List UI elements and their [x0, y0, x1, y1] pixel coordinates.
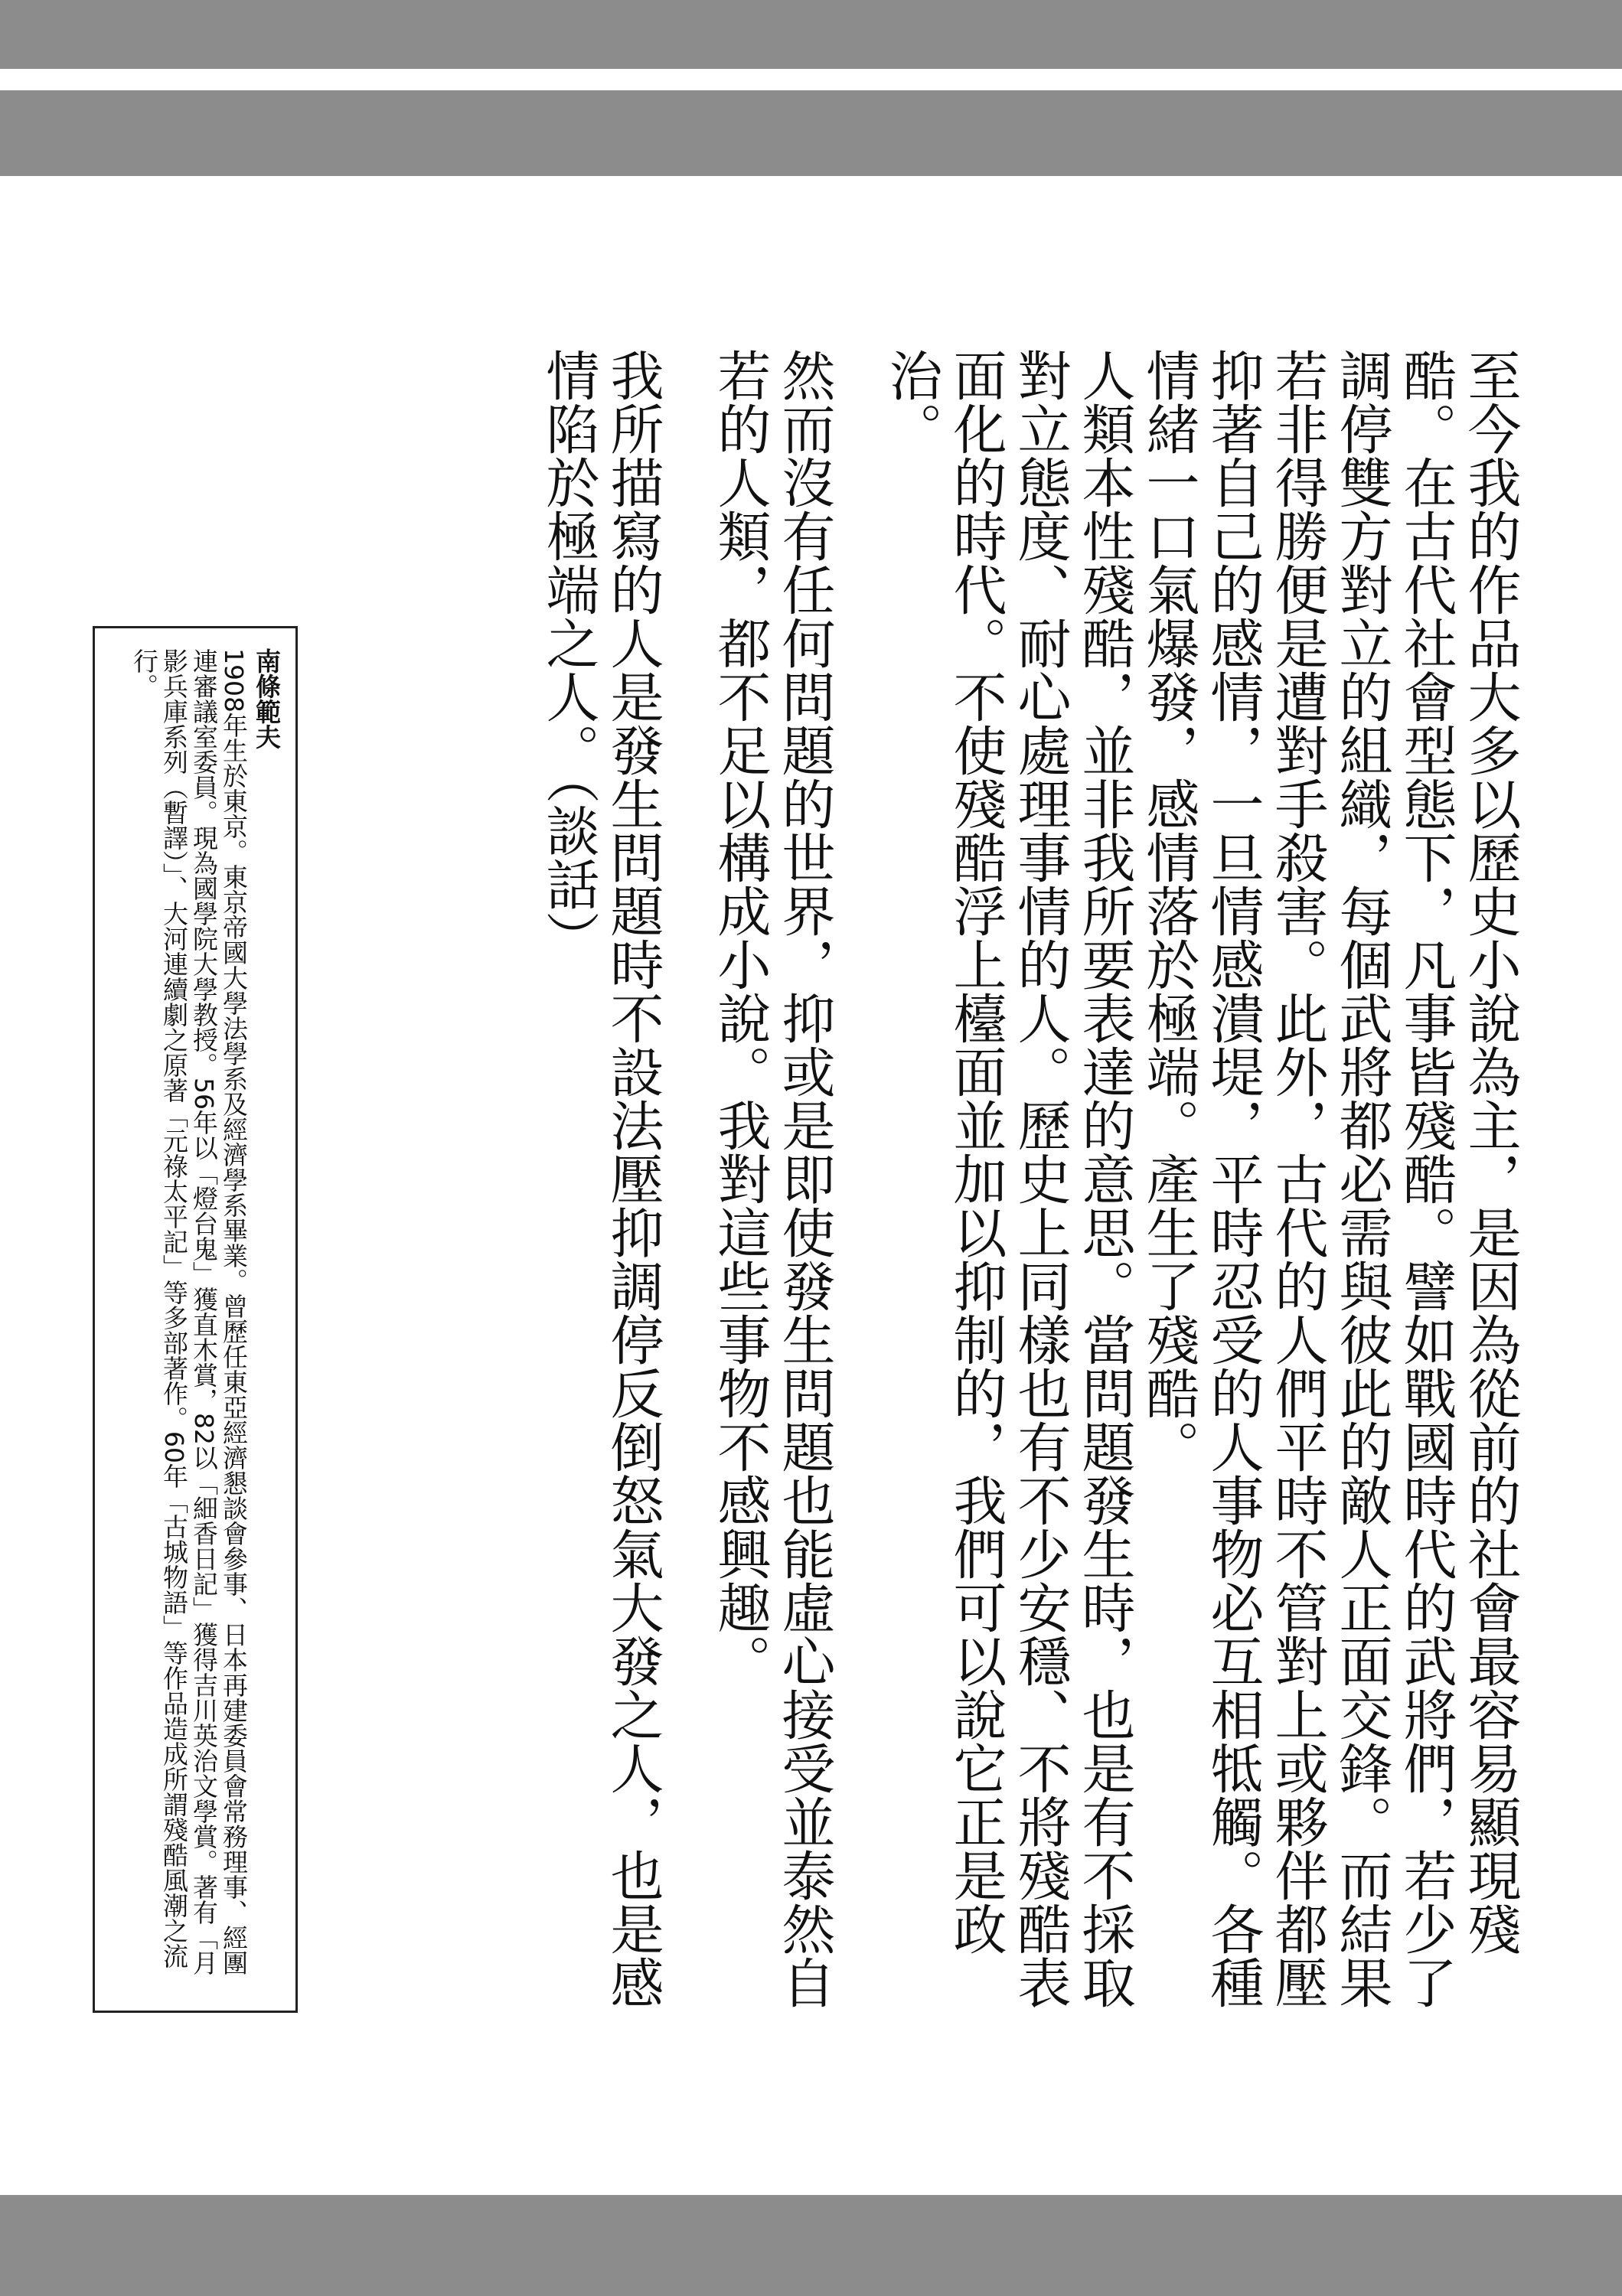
header-gray-band: [0, 90, 1622, 176]
footer-gray-band: [0, 2195, 1622, 2296]
top-gray-band: [0, 0, 1622, 69]
author-bio: [106, 648, 282, 1995]
essay-paragraph-4: 我所描寫的人是發生問題時不設法壓抑調停反倒怒氣大發之人，也是感情陷於極端之人。（談話）: [537, 348, 664, 2009]
author-bio-box: [93, 626, 298, 2013]
author-name: 南條範夫: [252, 648, 282, 749]
author-bio-text: 1908年生於東京。東京帝國大學法學系及經濟學系畢業。曾歷任東亞經濟懇談會參事、日本再建委員會常務理事、經團連審議室委員。現為國學院大學教授。56年以「燈台鬼」獲直木賞，82以「細香日記」獲得吉川英治文學賞。著有「月影兵庫系列（暫譯）」、大河連續劇之原著「元祿太平記」等多部著作。60年「古城物語」等作品造成所謂殘酷風潮之流行。: [129, 648, 249, 1975]
essay-paragraph-2: 人類本性殘酷，並非我所要表達的意思。當問題發生時，也是有不採取對立態度、耐心處理事情的人。歷史上同樣也有不少安穩、不將殘酷表面化的時代。不使殘酷浮上檯面並加以抑制的，我們可以說它正是政治。: [880, 348, 1136, 2009]
essay-paragraph-1: 至今我的作品大多以歷史小說為主，是因為從前的社會最容易顯現殘酷。在古代社會型態下，凡事皆殘酷。譬如戰國時代的武將們，若少了調停雙方對立的組織，每個武將都必需與彼此的敵人正面交鋒。而結果若非得勝便是遭對手殺害。此外，古代的人們平時不管對上或夥伴都壓抑著自己的感情，一旦情感潰堤，平時忍受的人事物必互相牴觸。各種情緒一口氣爆發，感情落於極端。產生了殘酷。: [1137, 348, 1522, 2009]
essay-text: [206, 348, 1522, 2024]
essay-paragraph-3: 然而沒有任何問題的世界，抑或是即使發生問題也能虛心接受並泰然自若的人類，都不足以構成小說。我對這些事物不感興趣。: [709, 348, 836, 2009]
